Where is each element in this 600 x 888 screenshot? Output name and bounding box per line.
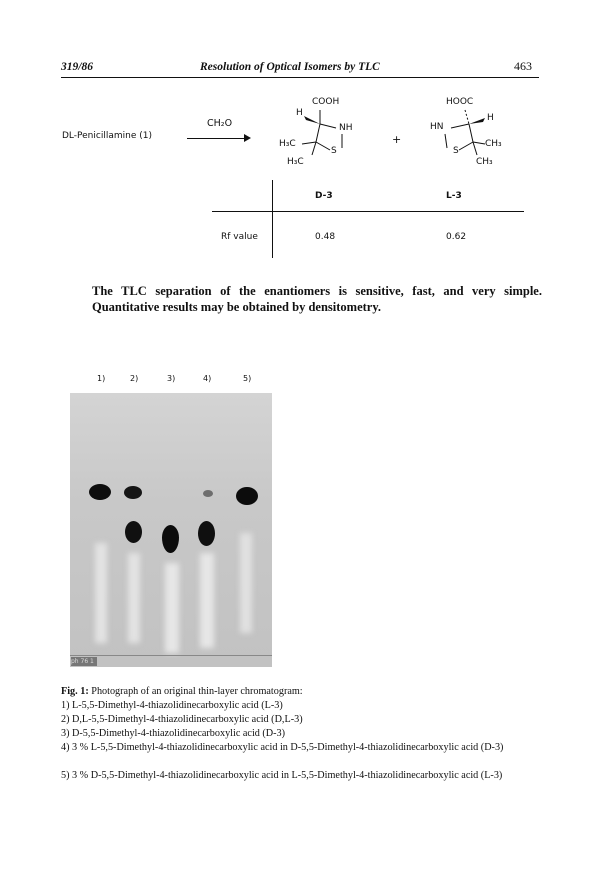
reaction-arrow <box>187 138 247 139</box>
lane-label: 3) <box>167 374 176 383</box>
lane-label: 4) <box>203 374 212 383</box>
plate-baseline <box>70 655 272 656</box>
lane-label: 2) <box>130 374 139 383</box>
lane-label: 1) <box>97 374 106 383</box>
spot-lane1 <box>89 484 111 500</box>
s-label: S <box>453 146 459 156</box>
lane-streak <box>240 533 252 633</box>
header-rule <box>61 77 539 78</box>
lane-streak <box>200 553 214 648</box>
figure-caption-title <box>61 685 551 699</box>
spot-lane4-lower <box>198 521 215 546</box>
plus-sign: + <box>392 133 402 146</box>
table-horizontal-rule <box>212 211 524 212</box>
lane-label: 5) <box>243 374 252 383</box>
lane-streak <box>95 543 107 643</box>
rf-value-d3: 0.48 <box>315 232 336 242</box>
hooc-label: HOOC <box>446 97 474 107</box>
caption-item: 5) 3 % D-5,5-Dimethyl-4-thiazolidinecarboxylic acid in L-5,5-Dimethyl-4-thiazolidinecarboxylic acid (L-3) <box>61 770 503 781</box>
header-left: 319/86 <box>61 61 93 73</box>
lane-streak <box>128 553 140 643</box>
s-label: S <box>331 146 337 156</box>
plate-label: ph 76 1 <box>71 657 97 666</box>
hn-label: HN <box>430 122 444 132</box>
caption-item: 4) 3 % L-5,5-Dimethyl-4-thiazolidinecarboxylic acid in D-5,5-Dimethyl-4-thiazolidinecarboxylic acid (D-3) <box>61 742 504 753</box>
rf-row-label: Rf value <box>221 232 258 242</box>
reactant-label: DL-Penicillamine (1) <box>62 131 152 141</box>
nh-label: NH <box>339 123 353 133</box>
caption-title: Photograph of an original thin-layer chromatogram: <box>91 686 303 697</box>
table-vertical-rule <box>272 180 273 258</box>
cooh-label: COOH <box>312 97 340 107</box>
caption-item: 1) L-5,5-Dimethyl-4-thiazolidinecarboxylic acid (L-3) <box>61 700 283 711</box>
h3c-label: H₃C <box>279 139 296 149</box>
h-label: H <box>487 113 494 123</box>
body-paragraph: The TLC separation of the enantiomers is sensitive, fast, and very simple. Quantitative results may be obtained by densitometry. <box>92 284 542 314</box>
ch3-label: CH₃ <box>476 157 493 167</box>
h3c-label: H₃C <box>287 157 304 167</box>
spot-lane5 <box>236 487 258 505</box>
reagent-label: CH₂O <box>207 118 233 129</box>
rf-value-l3: 0.62 <box>446 232 467 242</box>
ring-bonds-l3 <box>425 100 505 170</box>
caption-prefix: Fig. 1: <box>61 686 89 697</box>
spot-lane2-lower <box>125 521 142 543</box>
column-d3: D-3 <box>315 191 333 201</box>
spot-lane2-upper <box>124 486 142 499</box>
ring-bonds-d3 <box>280 100 370 170</box>
ch3-label: CH₃ <box>485 139 502 149</box>
arrow-head-icon <box>244 134 251 142</box>
lane-streak <box>165 563 179 653</box>
caption-item: 3) D-5,5-Dimethyl-4-thiazolidinecarboxylic acid (D-3) <box>61 728 286 739</box>
spot-lane4-trace <box>203 490 213 497</box>
running-title: Resolution of Optical Isomers by TLC <box>200 61 380 73</box>
tlc-plate-photo <box>70 393 272 667</box>
h-label: H <box>296 108 303 118</box>
caption-item: 2) D,L-5,5-Dimethyl-4-thiazolidinecarboxylic acid (D,L-3) <box>61 714 303 725</box>
column-l3: L-3 <box>446 191 462 201</box>
page-number: 463 <box>514 59 532 73</box>
